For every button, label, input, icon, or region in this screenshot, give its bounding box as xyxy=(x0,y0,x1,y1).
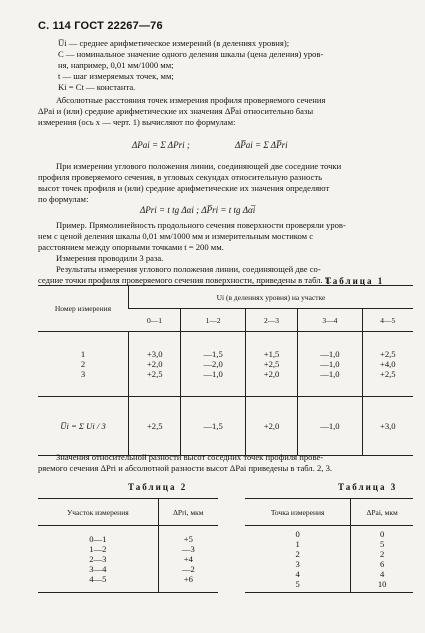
table-1 xyxy=(38,285,413,456)
para2-line-1: При измерении углового положения линии, соединяющей две соседние точки xyxy=(56,161,342,171)
page-header: С. 114 ГОСТ 22267—76 xyxy=(38,20,163,32)
example-line-5: Результаты измерения углового положения линии, соединяющей две со- xyxy=(56,264,321,274)
table1-col-3-4: 3—4 xyxy=(298,309,362,332)
table1-avg-0-1: +2,5 xyxy=(129,397,181,456)
example-line-6: седние точки профиля проверяемого сечения поверхности, приведены в табл. 1. xyxy=(38,275,332,285)
table2-values: +5 —3 +4 —2 +6 xyxy=(158,526,218,593)
para1-line-1: Абсолютные расстояния точек измерения профиля проверяемого сечения xyxy=(56,95,326,105)
example-line-1: Пример. Прямолинейность продольного сечения поверхности проверяли уров- xyxy=(56,220,346,230)
table3-values: 0 5 2 6 4 10 xyxy=(351,526,413,593)
para2-line-3: высот точек профиля и (или) средние арифметические их значения определяют xyxy=(38,183,330,193)
table1-col-2-3: 2—3 xyxy=(245,309,297,332)
table1-avg-4-5: +3,0 xyxy=(362,397,413,456)
table1-row-numbers: 1 2 3 xyxy=(80,349,86,379)
table-3 xyxy=(245,498,413,593)
para1-line-3: измерения (ось x — черт. 1) вычисляют по формулам: xyxy=(38,117,236,127)
table1-col-measure-no: Номер измерения xyxy=(38,286,129,332)
def-line-3: ня, например, 0,01 мм/1000 мм; xyxy=(58,60,174,70)
def-line-2: C — номинальное значение одного деления шкалы (цена деления) уров- xyxy=(58,49,324,59)
para2-line-4: по формулам: xyxy=(38,194,89,204)
def-line-5: Ki = Ct — константа. xyxy=(58,82,136,92)
para3-line-1: Значения относительной разности высот соседних точек профиля прове- xyxy=(56,452,324,462)
def-line-4: t — шаг измеряемых точек, мм; xyxy=(58,71,174,81)
example-line-3: расстоянием между опорными точками t = 200 мм. xyxy=(38,242,224,252)
def-line-1: U̅i — среднее арифметическое измерений (в делениях уровня); xyxy=(58,38,290,48)
table1-cell-1-2: —1,5 —2,0 —1,0 xyxy=(181,332,245,397)
table-2 xyxy=(38,498,218,593)
table1-cell-0-1: +3,0 +2,0 +2,5 xyxy=(129,332,181,397)
table3-points: 0 1 2 3 4 5 xyxy=(295,529,300,589)
para1-line-2: ΔPai и (или) средние арифметические их значения ΔP̅ai относительно базы xyxy=(38,106,314,116)
table1-col-4-5: 4—5 xyxy=(362,309,413,332)
table1-col-1-2: 1—2 xyxy=(181,309,245,332)
table3-col-point: Точка измерения xyxy=(245,499,351,526)
table1-cell-3-4: —1,0 —1,0 —1,0 xyxy=(298,332,362,397)
table1-avg-2-3: +2,0 xyxy=(245,397,297,456)
table2-col-section: Участок измерения xyxy=(38,499,158,526)
table1-caption: Таблица 1 xyxy=(325,276,385,286)
table1-avg-3-4: —1,0 xyxy=(298,397,362,456)
table2-caption: Таблица 2 xyxy=(128,482,188,492)
para2-line-2: профиля проверяемого сечения, в угловых секундах относительную разность xyxy=(38,172,323,182)
table1-avg-label: U̅i = Σ Ui / 3 xyxy=(38,397,129,456)
table1-group-header: Ui (в делениях уровня) на участке xyxy=(129,286,414,309)
table1-col-0-1: 0—1 xyxy=(129,309,181,332)
formula-relative: ΔPri = t tg Δαi ; ΔP̅ri = t tg Δα̅i xyxy=(140,205,256,215)
table3-col-value: ΔPai, мкм xyxy=(351,499,413,526)
example-line-4: Измерения проводили 3 раза. xyxy=(56,253,164,263)
table2-sections: 0—1 1—2 2—3 3—4 4—5 xyxy=(89,534,107,584)
table1-avg-1-2: —1,5 xyxy=(181,397,245,456)
formula-abs-mean: ΔP̅ai = Σ ΔP̅ri xyxy=(235,140,288,150)
table1-cell-4-5: +2,5 +4,0 +2,5 xyxy=(362,332,413,397)
para3-line-2: ряемого сечения ΔPri и абсолютной разности высот ΔPai приведены в табл. 2, 3. xyxy=(38,463,333,473)
example-line-2: нем с ценой деления шкалы 0,01 мм/1000 мм и измерительным мостиком с xyxy=(38,231,314,241)
table1-cell-2-3: +1,5 +2,5 +2,0 xyxy=(245,332,297,397)
formula-abs-distance: ΔPai = Σ ΔPri ; xyxy=(132,140,190,150)
table2-col-value: ΔPri, мкм xyxy=(158,499,218,526)
table3-caption: Таблица 3 xyxy=(338,482,398,492)
